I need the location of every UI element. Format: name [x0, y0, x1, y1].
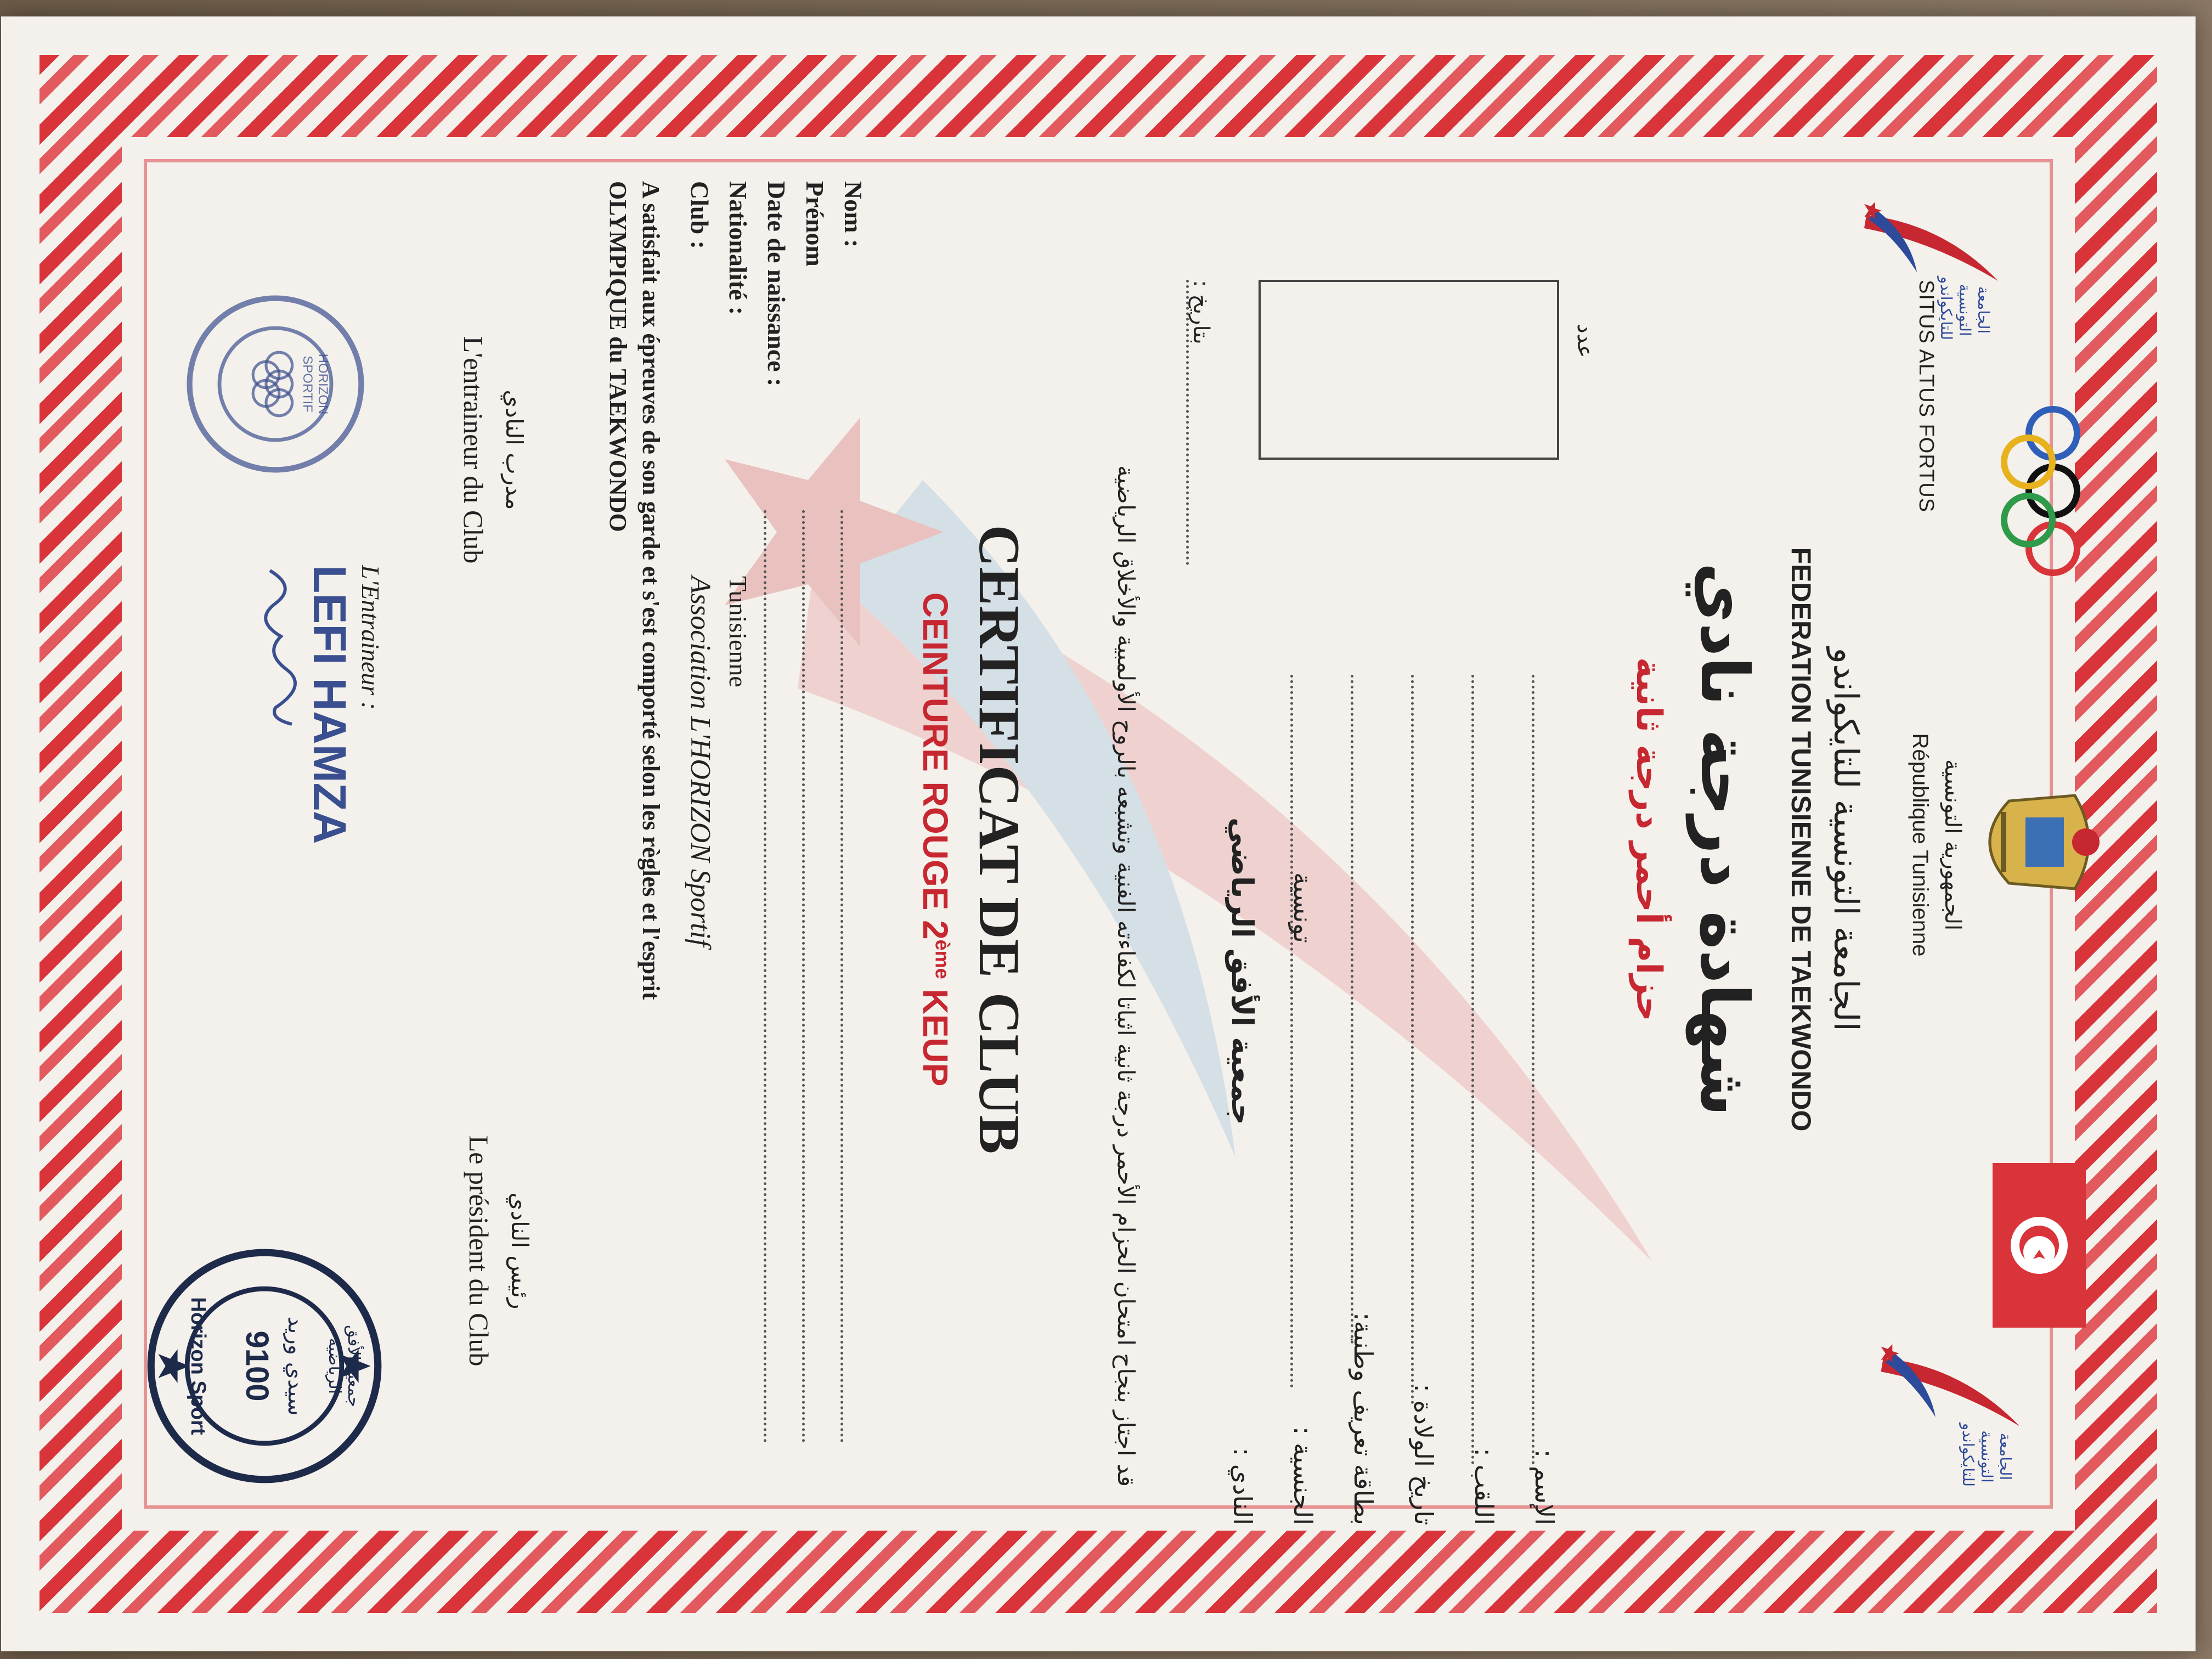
club-value: Association L'HORIZON Sportif	[685, 576, 716, 947]
logo-text-line: الجامعة	[1996, 1432, 2015, 1481]
federation-logo-text	[1959, 1423, 2015, 1487]
trainer-stamp-name: LEFI HAMZA	[304, 565, 356, 844]
trainer-signature-icon	[253, 565, 303, 730]
statement-fr-2: OLYMPIQUE du TAEKWONDO	[605, 181, 631, 532]
tunisia-flag	[1993, 1163, 2086, 1328]
trainer-label-ar: مدرب النادي	[501, 390, 528, 510]
federation-name-ar: الجامعة التونسية للتايكواندو	[1826, 647, 1866, 1031]
certificate-subtitle-fr	[915, 400, 956, 1278]
dotted-line	[802, 510, 805, 1443]
certificate-paper	[1, 16, 2196, 1651]
president-stamp-bottom: Horizon Sport	[187, 1297, 210, 1435]
certificate-subtitle-ar: حزام أحمر درجة ثانية	[1628, 657, 1669, 1022]
trainer-label-fr: L'entraineur du Club	[458, 336, 489, 564]
dotted-line	[1186, 280, 1189, 565]
field-club-ar: النادي :	[1228, 1447, 1257, 1525]
republic-fr: République Tunisienne	[1908, 733, 1932, 957]
nationalite-value: Tunisienne	[724, 576, 752, 687]
number-label: عدد	[1572, 324, 1598, 358]
passed-statement-ar: قد اجتاز بنجاح امتحان الحزام الأحمر درجة ثانية اثباتا لكفاءته الفنية وتشبعه بالروح الأولمبية والأخلاق الرياضية	[1113, 465, 1139, 1487]
field-nom: Nom :	[839, 181, 867, 248]
logo-text-line: التونسية	[1978, 1430, 1996, 1483]
certificate-title-ar: شهادة درجة نادي	[1686, 562, 1762, 1116]
field-nationality-ar: الجنسية :	[1288, 1426, 1318, 1525]
president-label-ar: رئيس النادي	[506, 1192, 533, 1310]
field-name-ar: الإسم :	[1530, 1449, 1559, 1525]
logo-text-line: للتايكواندو	[1959, 1423, 1977, 1487]
dotted-line	[1411, 675, 1414, 1404]
statement-fr-1: A satisfait aux épreuves de son garde et s'est comporté selon les règles et l'esprit	[637, 181, 664, 1000]
federation-swoosh-icon	[1855, 198, 2009, 285]
dotted-line	[1290, 675, 1293, 1388]
president-stamp-code: 9100	[239, 1330, 275, 1402]
club-round-stamp-icon	[182, 291, 369, 477]
dotted-line	[840, 510, 843, 1443]
federation-logo-text	[1937, 276, 1993, 340]
date-label-ar: بتاريخ :	[1188, 280, 1214, 345]
subtitle-fr-sup: ème	[931, 939, 954, 979]
olympic-rings-icon	[1998, 400, 2086, 582]
field-nationalite: Nationalité :	[724, 181, 752, 315]
dotted-line	[1471, 675, 1474, 1465]
field-naissance: Date de naissance :	[763, 181, 791, 387]
republic-ar: الجمهورية التونسية	[1940, 759, 1965, 931]
photo-box	[1259, 280, 1559, 460]
trainer-stamp-title: L'Entraineur :	[357, 565, 385, 710]
dotted-line	[764, 510, 766, 1443]
field-birthdate-ar: تاريخ الولادة :	[1409, 1384, 1438, 1525]
field-surname-ar: اللقب :	[1469, 1448, 1499, 1525]
logo-text-line: الجامعة	[1974, 286, 1993, 334]
trainer-stamp	[253, 565, 385, 872]
flag-emblem-icon	[1993, 1163, 2086, 1328]
federation-swoosh-icon	[1872, 1339, 2031, 1432]
logo-text-line: للتايكواندو	[1937, 276, 1955, 340]
field-prenom: Prénom	[801, 181, 829, 267]
tunisia-coat-of-arms-icon	[1971, 779, 2113, 905]
nationality-value-ar: تونسية	[1288, 872, 1318, 943]
subtitle-fr-main: CEINTURE ROUGE 2	[916, 592, 955, 940]
federation-logo-right	[1855, 1339, 2031, 1487]
title-fr-text: CERTIFICAT DE CLUB	[967, 524, 1031, 1154]
president-stamp-top: جمعية الأفق الرياضية	[325, 1325, 363, 1407]
federation-name-fr: FEDERATION TUNISIENNE DE TAEKWONDO	[1786, 547, 1816, 1132]
field-idcard-ar: بطاقة تعريف وطنية:	[1348, 1312, 1378, 1525]
club-value-ar: جمعية الأفق الرياضي	[1225, 817, 1260, 1125]
dotted-line	[1351, 675, 1353, 1344]
field-club: Club :	[686, 181, 714, 249]
president-stamp-mid: سيدي وريد	[283, 1316, 308, 1416]
logo-text-line: التونسية	[1956, 284, 1974, 336]
motto: SITUS ALTUS FORTUS	[1915, 280, 1938, 513]
club-round-stamp-text: HORIZON SPORTIF	[300, 353, 330, 415]
subtitle-fr-end: KEUP	[916, 979, 955, 1087]
certificate-title-fr	[966, 400, 1032, 1278]
dotted-line	[1532, 675, 1534, 1465]
president-label-fr: Le président du Club	[464, 1135, 494, 1367]
